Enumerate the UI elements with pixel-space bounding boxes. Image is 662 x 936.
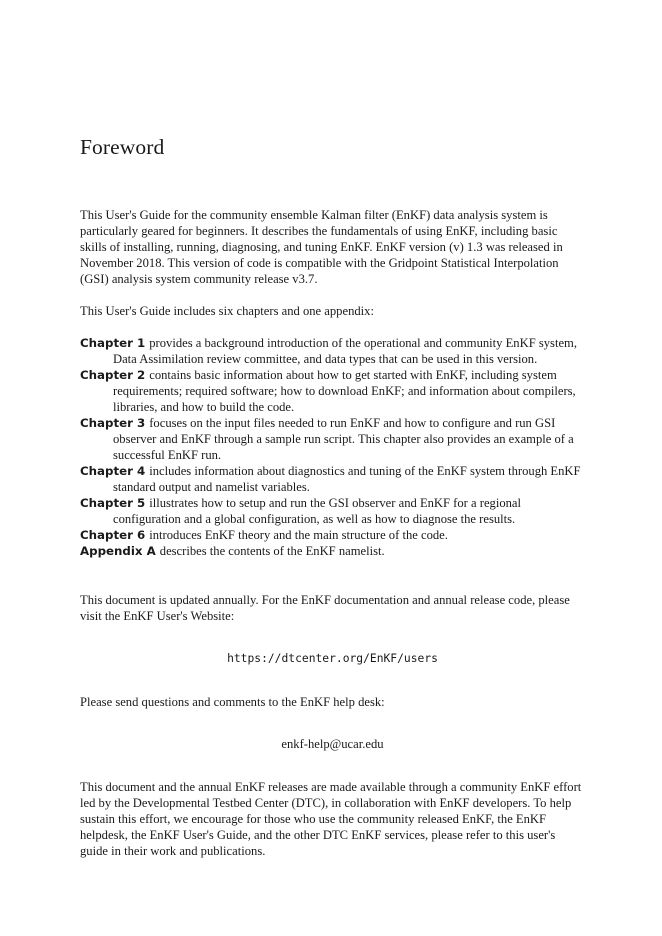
chapter-label: Chapter 1 xyxy=(80,336,146,350)
chapter-description: contains basic information about how to get started with EnKF, including system requirements; required software; how to download EnKF; and information about compilers, libraries, and how to build the code. xyxy=(113,368,576,414)
chapter-item xyxy=(80,463,585,495)
chapter-label: Chapter 2 xyxy=(80,368,146,382)
chapter-description: illustrates how to setup and run the GSI observer and EnKF for a regional configuration and a global configuration, as well as how to diagnose the results. xyxy=(113,496,522,526)
chapter-item xyxy=(80,527,585,543)
chapter-item xyxy=(80,495,585,527)
chapter-item xyxy=(80,367,585,415)
helpdesk-email-link[interactable]: enkf-help@ucar.edu xyxy=(281,737,384,751)
closing-paragraph: This document and the annual EnKF releases are made available through a community EnKF effort led by the Developmental Testbed Center (DTC), in collaboration with EnKF developers. To help sustain this effort, we encourage for those who use the community released EnKF, the EnKF helpdesk, the EnKF User's Guide, and the other DTC EnKF services, please refer to this user's guide in their work and publications. xyxy=(80,780,582,858)
page-title: Foreword xyxy=(80,135,165,159)
chapter-description: includes information about diagnostics and tuning of the EnKF system through EnKF standard output and namelist variables. xyxy=(113,464,581,494)
chapter-item xyxy=(80,335,585,367)
chapter-label: Chapter 4 xyxy=(80,464,146,478)
chapter-description: focuses on the input files needed to run EnKF and how to configure and run GSI observer and EnKF through a sample run script. This chapter also provides an example of a successful EnKF run. xyxy=(113,416,574,462)
chapter-label: Chapter 3 xyxy=(80,416,146,430)
chapter-description: introduces EnKF theory and the main structure of the code. xyxy=(149,528,448,542)
appendix-label: Appendix A xyxy=(80,544,156,558)
update-paragraph: This document is updated annually. For the EnKF documentation and annual release code, please visit the EnKF User's Website: xyxy=(80,593,570,623)
chapter-label: Chapter 6 xyxy=(80,528,146,542)
appendix-description: describes the contents of the EnKF namelist. xyxy=(159,544,385,558)
chapter-list xyxy=(80,335,585,559)
helpdesk-paragraph: Please send questions and comments to the EnKF help desk: xyxy=(80,695,385,709)
appendix-item xyxy=(80,543,585,559)
intro-paragraph: This User's Guide for the community ensemble Kalman filter (EnKF) data analysis system is particularly geared for beginners. It describes the fundamentals of using EnKF, including basic skills of installing, running, diagnosing, and tuning EnKF. EnKF version (v) 1.3 was released in November 2018. This version of code is compatible with the Gridpoint Statistical Interpolation (GSI) analysis system community release v3.7. xyxy=(80,208,563,286)
chapter-item xyxy=(80,415,585,463)
overview-paragraph: This User's Guide includes six chapters and one appendix: xyxy=(80,304,374,318)
chapter-label: Chapter 5 xyxy=(80,496,146,510)
chapter-description: provides a background introduction of the operational and community EnKF system, Data Assimilation review committee, and data types that can be used in this version. xyxy=(113,336,577,366)
website-url-link[interactable]: https://dtcenter.org/EnKF/users xyxy=(227,652,438,665)
